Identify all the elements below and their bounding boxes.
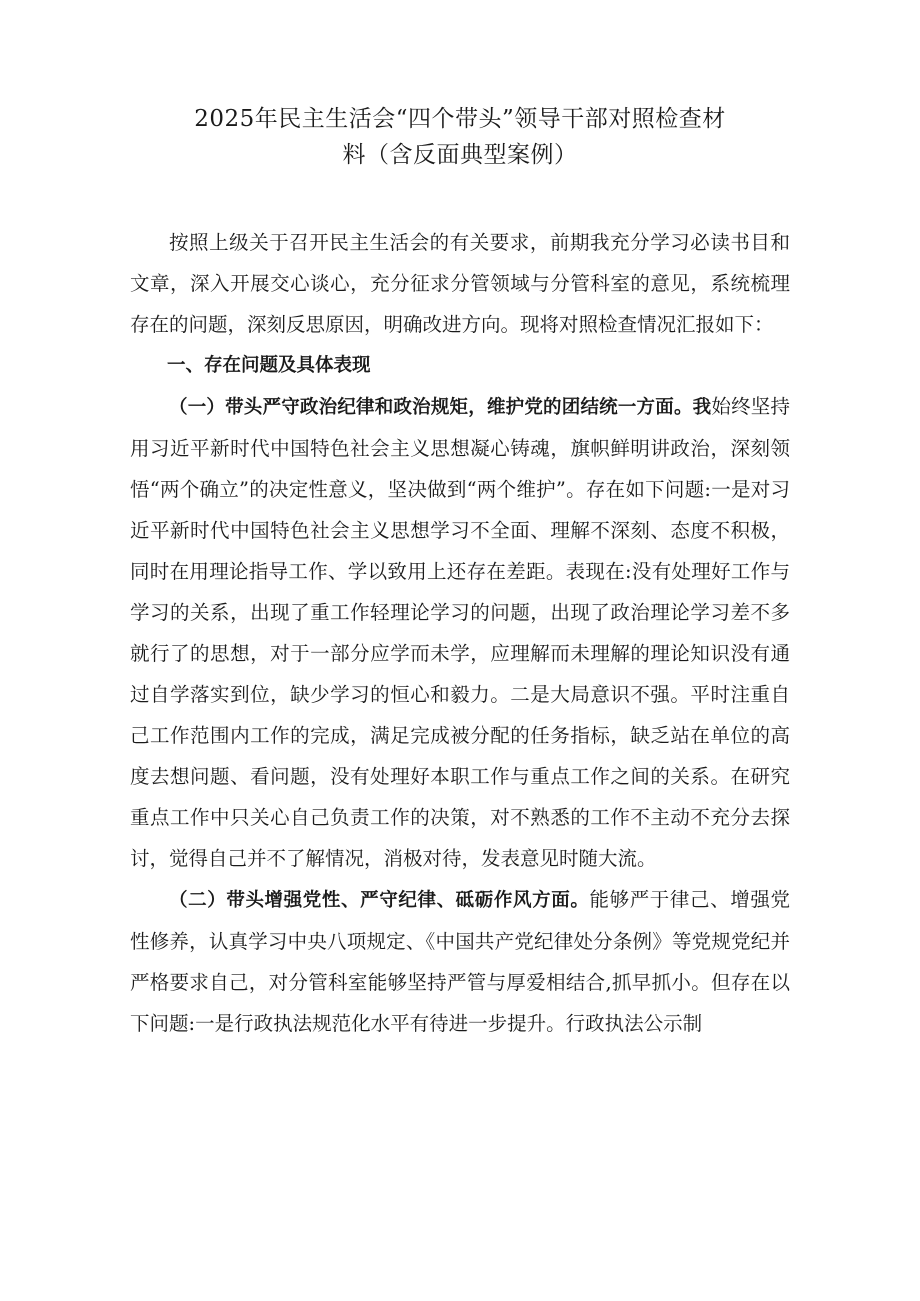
document-body (130, 222, 790, 1044)
item-2-body: 能够严于律己、增强党性修养，认真学习中央八项规定、《中国共产党纪律处分条例》等党规党纪并严格要求自己，对分管科室能够坚持严管与厚爱相结合,抓早抓小。但存在以下问题:一是行政执法规范化水平有待进一步提升。行政执法公示制 (130, 888, 790, 1035)
title-line-2: 料（含反面典型案例） (342, 142, 578, 168)
item-2-lead: （二）带头增强党性、严守纪律、砥砺作风方面。 (169, 890, 590, 911)
section-heading: 一、存在问题及具体表现 (167, 355, 371, 376)
item-2-paragraph (130, 879, 790, 1044)
item-1-lead: （一）带头严守政治纪律和政治规矩，维护党的团结统一方面。我 (169, 397, 712, 418)
document-title (110, 101, 810, 173)
title-line-1: 2025年民主生活会“四个带头”领导干部对照检查材 (194, 106, 726, 132)
intro-paragraph: 按照上级关于召开民主生活会的有关要求，前期我充分学习必读书目和文章，深入开展交心谈心，充分征求分管领域与分管科室的意见，系统梳理存在的问题，深刻反思原因，明确改进方向。现将对照检查情况汇报如下： (130, 231, 790, 336)
item-1-paragraph (130, 386, 790, 879)
item-1-body: 始终坚持用习近平新时代中国特色社会主义思想凝心铸魂，旗帜鲜明讲政治，深刻领悟“两个确立”的决定性意义，坚决做到“两个维护”。存在如下问题:一是对习近平新时代中国特色社会主义思想学习不全面、理解不深刻、态度不积极，同时在用理论指导工作、学以致用上还存在差距。表现在:没有处理好工作与学习的关系，出现了重工作轻理论学习的问题，出现了政治理论学习差不多就行了的思想，对于一部分应学而未学，应理解而未理解的理论知识没有通过自学落实到位，缺少学习的恒心和毅力。二是大局意识不强。平时注重自己工作范围内工作的完成，满足完成被分配的任务指标，缺乏站在单位的高度去想问题、看问题，没有处理好本职工作与重点工作之间的关系。在研究重点工作中只关心自己负责工作的决策，对不熟悉的工作不主动不充分去探讨，觉得自己并不了解情况，消极对待，发表意见时随大流。 (130, 395, 790, 870)
